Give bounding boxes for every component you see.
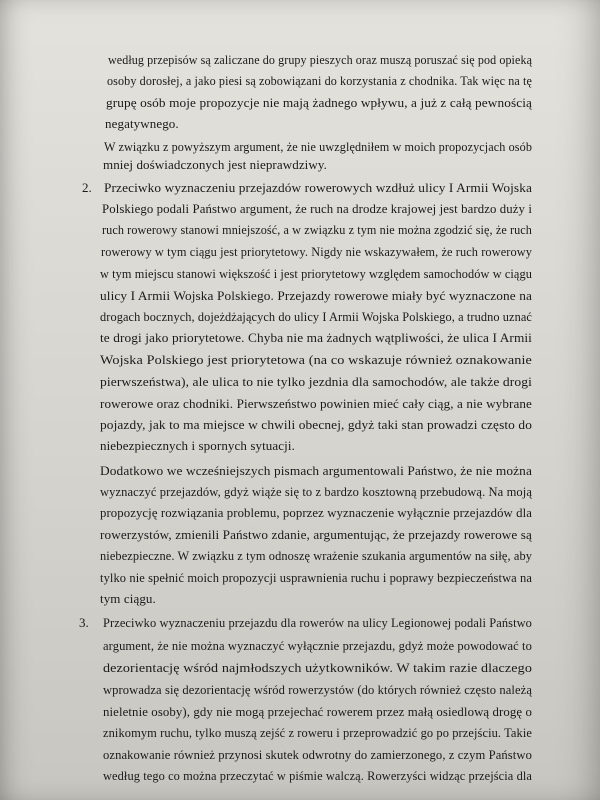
- text-line: rowerowy w tym ciągu jest priorytetowy. Nigdy nie wskazywałem, że ruch rowerowy: [101, 243, 532, 259]
- text-line: Przeciwko wyznaczeniu przejazdu dla rowerów na ulicy Legionowej podali Państwo: [103, 615, 532, 631]
- text-line: niebezpiecznych i spornych sytuacji.: [100, 438, 295, 454]
- text-line: rowerzystów, zmienili Państwo zdanie, argumentując, że przejazdy rowerowe są: [100, 526, 532, 542]
- text-line: według tego co można przeczytać w piśmie walczą. Rowerzyści widząc przejścia dla: [103, 768, 532, 783]
- text-line: pierwszeństwa), ale ulica to nie tylko jezdnia dla samochodów, ale także drogi: [100, 374, 533, 390]
- text-line: oznakowanie również przynosi skutek odwrotny do zamierzonego, z czym Państwo: [103, 746, 532, 762]
- text-line: osoby dorosłej, a jako piesi są zobowiązani do korzystania z chodnika. Tak więc na tę: [107, 73, 532, 89]
- text-line: wprowadza się dezorientację wśród rowerzystów (do których również często należą: [103, 682, 533, 698]
- text-line: nieletnie osoby), gdy nie mogą przejechać rowerem przez małą osiedlową drogę o: [103, 703, 533, 719]
- text-line: propozycję rozwiązania problemu, poprzez wyznaczenie wyłącznie przejazdów dla: [100, 505, 532, 521]
- text-line: dezorientację wśród najmłodszych użytkowników. W takim razie dlaczego: [103, 660, 532, 675]
- text-line: w tym miejscu stanowi większość i jest priorytetowy względem samochodów w ciągu: [100, 266, 533, 282]
- text-line: Przeciwko wyznaczeniu przejazdów rowerowych wzdłuż ulicy I Armii Wojska: [104, 179, 532, 195]
- text-line: wyznaczyć przejazdów, gdyż wiąże się to z bardzo kosztowną przebudową. Na moją: [100, 484, 532, 499]
- text-line: mniej doświadczonych jest nieprawdziwy.: [103, 157, 327, 173]
- text-line: ruch rowerowy stanowi mniejszość, a w związku z tym nie można zgodzić się, że ruch: [102, 222, 533, 238]
- text-line: argument, że nie można wyznaczyć wyłącznie przejazdu, gdyż może powodować to: [103, 637, 533, 653]
- text-line: ulicy I Armii Wojska Polskiego. Przejazdy rowerowe miały być wyznaczone na: [100, 287, 533, 303]
- text-line: niebezpieczne. W związku z tym odnoszę wrażenie szukania argumentów na siłę, aby: [100, 548, 533, 564]
- text-line: pojazdy, jak to ma miejsce w chwili obecnej, gdyż taki stan prowadzi często do: [100, 417, 532, 432]
- text-line: według przepisów są zaliczane do grupy pieszych oraz muszą poruszać się pod opieką: [108, 52, 533, 67]
- text-line: tym ciągu.: [100, 591, 156, 607]
- text-line: rowerowe oraz chodniki. Pierwszeństwo powinien mieć cały ciąg, a nie wybrane: [100, 395, 532, 411]
- text-line: negatywnego.: [105, 116, 179, 132]
- list-number: 2.: [82, 179, 92, 195]
- text-line: te drogi jako priorytetowe. Chyba nie ma żadnych wątpliwości, że ulica I Armii: [100, 330, 532, 346]
- text-line: W związku z powyższym argument, że nie uwzględniłem w moich propozycjach osób: [104, 138, 533, 154]
- list-number: 3.: [79, 615, 89, 631]
- text-line: tylko nie spełnić moich propozycji usprawnienia ruchu i poprawy bezpieczeństwa na: [100, 569, 533, 585]
- text-line: Polskiego podali Państwo argument, że ruch na drodze krajowej jest bardzo duży i: [102, 201, 532, 216]
- text-line: Dodatkowo we wcześniejszych pismach argumentowali Państwo, że nie można: [100, 462, 532, 478]
- text-line: znikomym ruchu, tylko muszą zejść z roweru i przeprowadzić go po przejściu. Takie: [103, 725, 533, 741]
- text-line: drogach bocznych, dojeżdżających do ulicy I Armii Wojska Polskiego, a trudno uznać: [100, 309, 532, 324]
- text-line: Wojska Polskiego jest priorytetowa (na co wskazuje również oznakowanie: [100, 351, 532, 367]
- text-line: grupę osób moje propozycje nie mają żadnego wpływu, a już z całą pewnością: [106, 94, 532, 110]
